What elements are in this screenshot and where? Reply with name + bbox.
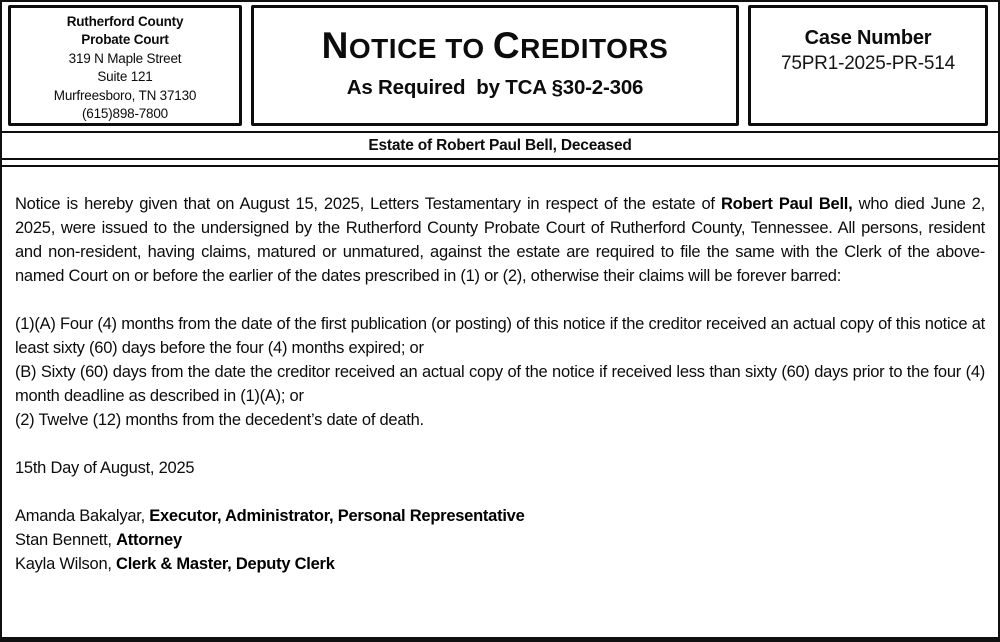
title-initial-c: C [492, 24, 521, 66]
notice-paragraph [15, 192, 985, 288]
notice-title-box [251, 5, 739, 126]
attorney-role: Attorney [116, 531, 182, 549]
notice-title [322, 26, 669, 74]
court-city: Murfreesboro, TN 37130 [53, 87, 197, 103]
court-phone: (615)898-7800 [82, 106, 168, 122]
court-name-line1: Rutherford County [66, 14, 184, 29]
header-row [8, 5, 988, 126]
paragraph-text-before-name: Notice is hereby given that on August 15, 2025, Letters Testamentary in respect of the estate of [15, 195, 721, 213]
signature-line-clerk [15, 552, 985, 576]
court-name-line2: Probate Court [81, 32, 169, 48]
deadline-item-2: (2) Twelve (12) months from the decedent’s date of death. [15, 411, 424, 429]
title-reditors: REDITORS [520, 32, 669, 64]
case-number-label: Case Number [804, 27, 932, 49]
notice-subtitle: As Required by TCA §30-2-306 [346, 75, 644, 99]
attorney-name: Stan Bennett, [15, 531, 117, 549]
title-initial-n: N [321, 24, 349, 66]
executor-role: Executor, Administrator, Personal Representative [149, 507, 525, 525]
estate-title-bar [2, 131, 998, 160]
date-line: 15th Day of August, 2025 [15, 459, 195, 477]
clerk-role: Clerk & Master, Deputy Clerk [116, 555, 335, 573]
deadline-list [15, 312, 985, 432]
signature-block [15, 504, 985, 576]
signature-line-attorney [15, 528, 985, 552]
notice-body [2, 165, 998, 637]
deadline-item-1a: (1)(A) Four (4) months from the date of the first publication (or posting) of this notice if the creditor received an actual copy of this notice at least sixty (60) days before the four (4) months expired; or [15, 315, 985, 357]
court-street: 319 N Maple Street [68, 50, 182, 66]
court-suite: Suite 121 [97, 69, 153, 85]
estate-title-text: Estate of Robert Paul Bell, Deceased [368, 136, 632, 154]
deadline-item-b: (B) Sixty (60) days from the date the creditor received an actual copy of the notice if received less than sixty (60) days prior to the four (4) month deadline as described in (1)(A); or [15, 363, 985, 405]
court-address-box [8, 5, 242, 126]
case-number-box [748, 5, 988, 126]
paragraph-text-after-name: who died June 2, 2025, were issued to the undersigned by the Rutherford County Probate Court of Rutherford County, Tennessee. All persons, resident and non-resident, having claims, matured or unmatured, against the estate are required to file the same with the Clerk of the above-named Court on or before the earlier of the dates prescribed in (1) or (2), otherwise their claims will be forever barred: [15, 195, 985, 285]
title-otice-to: OTICE TO [348, 32, 493, 64]
executor-name: Amanda Bakalyar, [15, 507, 150, 525]
case-number-value: 75PR1-2025-PR-514 [780, 53, 956, 74]
decedent-name: Robert Paul Bell, [720, 195, 853, 213]
signature-line-executor [15, 504, 985, 528]
clerk-name: Kayla Wilson, [15, 555, 117, 573]
